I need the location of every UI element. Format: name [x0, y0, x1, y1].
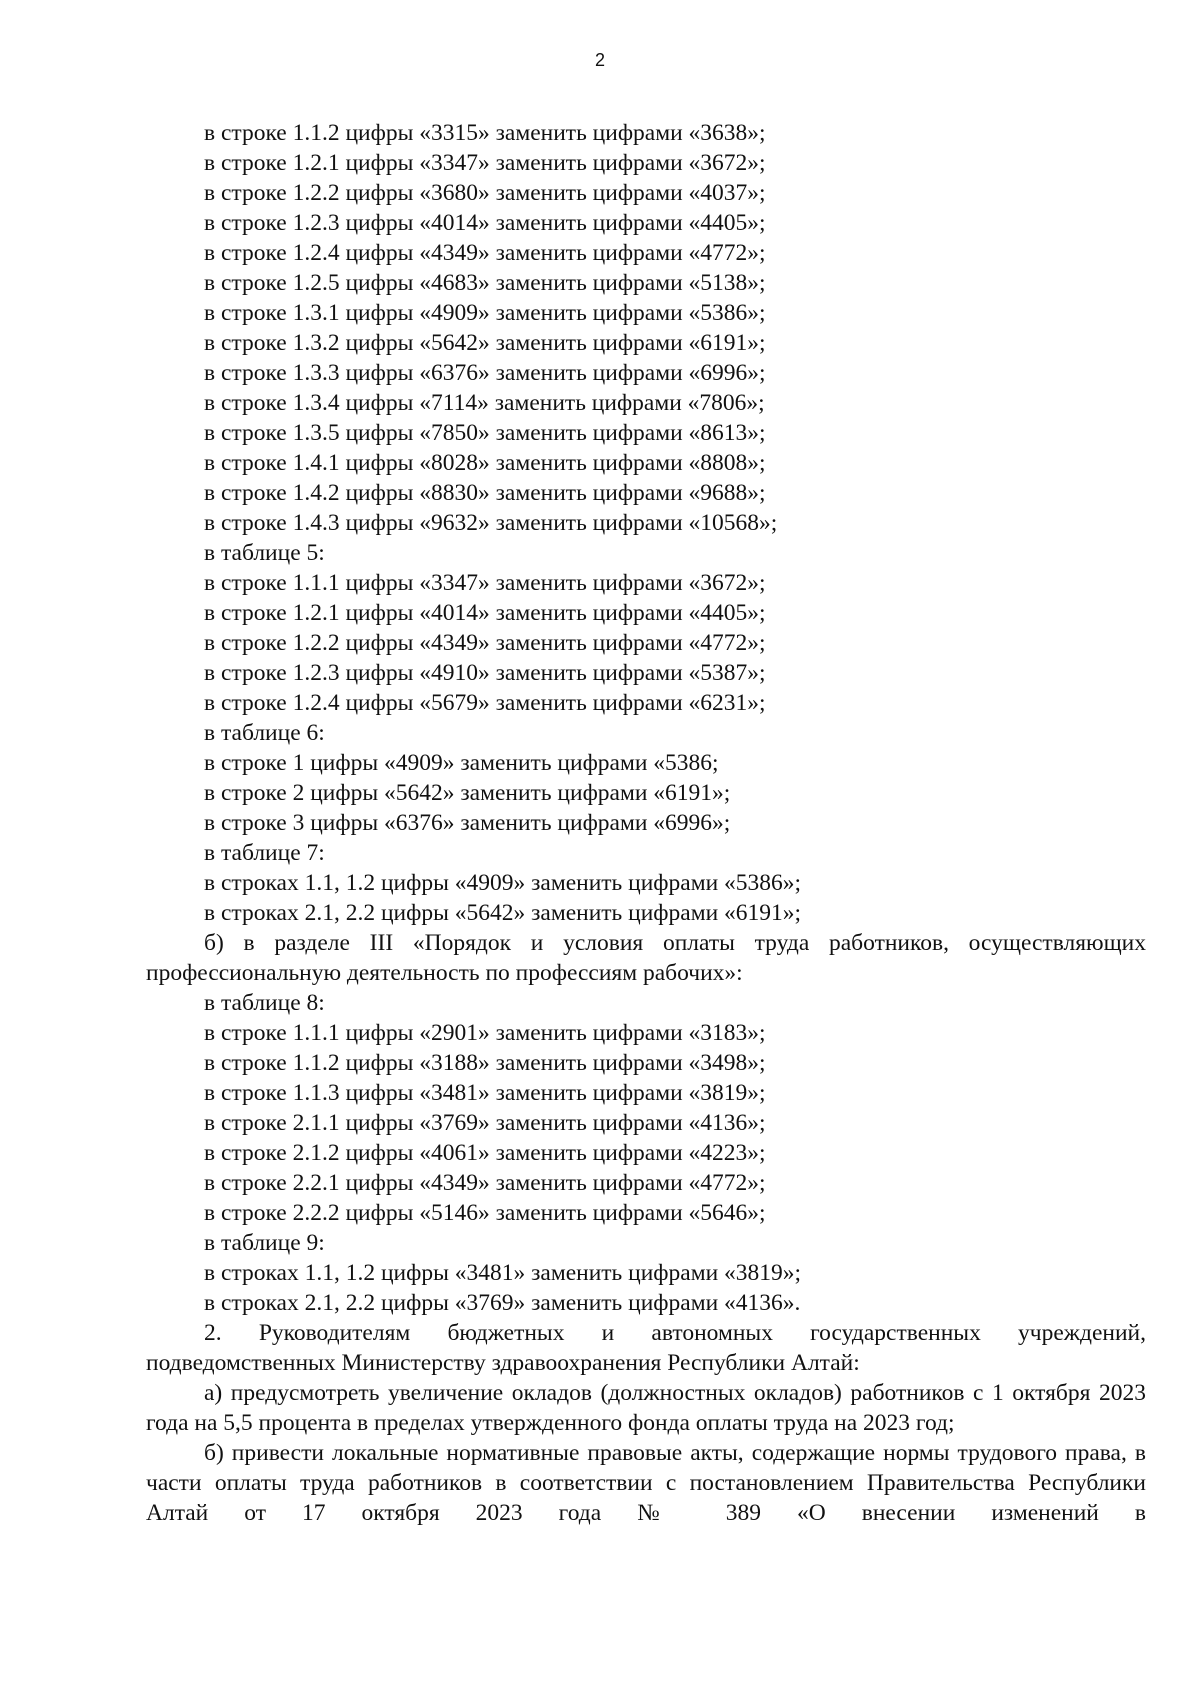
amendment-line: в строке 1.1.1 цифры «2901» заменить цифрами «3183»;	[204, 1020, 766, 1046]
amendment-line: в строке 1.3.2 цифры «5642» заменить цифрами «6191»;	[204, 330, 766, 356]
amendment-line: в строках 2.1, 2.2 цифры «5642» заменить цифрами «6191»;	[204, 900, 802, 926]
amendment-line: в строке 2.2.1 цифры «4349» заменить цифрами «4772»;	[204, 1170, 766, 1196]
amendment-line: в строке 1.1.3 цифры «3481» заменить цифрами «3819»;	[204, 1080, 766, 1106]
amendment-line: в строке 3 цифры «6376» заменить цифрами «6996»;	[204, 810, 731, 836]
amendment-line: в строках 2.1, 2.2 цифры «3769» заменить цифрами «4136».	[204, 1290, 801, 1316]
amendment-line: в строке 2.1.2 цифры «4061» заменить цифрами «4223»;	[204, 1140, 766, 1166]
amendment-line: в строках 1.1, 1.2 цифры «3481» заменить цифрами «3819»;	[204, 1260, 802, 1286]
amendment-list-a	[146, 118, 1146, 928]
amendment-line: в строке 1.2.1 цифры «4014» заменить цифрами «4405»;	[204, 600, 766, 626]
amendment-line: в строке 2.2.2 цифры «5146» заменить цифрами «5646»;	[204, 1200, 766, 1226]
amendment-line: в строке 1.3.1 цифры «4909» заменить цифрами «5386»;	[204, 300, 766, 326]
amendment-line: в строке 1.4.2 цифры «8830» заменить цифрами «9688»;	[204, 480, 766, 506]
amendment-line: в строке 1.2.4 цифры «5679» заменить цифрами «6231»;	[204, 690, 766, 716]
amendment-line: в строке 1.4.3 цифры «9632» заменить цифрами «10568»;	[204, 510, 778, 536]
amendment-line: в строке 1.2.1 цифры «3347» заменить цифрами «3672»;	[204, 150, 766, 176]
amendment-line: в строке 2.1.1 цифры «3769» заменить цифрами «4136»;	[204, 1110, 766, 1136]
amendment-line: в строке 1.1.2 цифры «3315» заменить цифрами «3638»;	[204, 120, 766, 146]
amendment-line: в строке 1.3.4 цифры «7114» заменить цифрами «7806»;	[204, 390, 765, 416]
amendment-line: в таблице 8:	[204, 990, 325, 1016]
paragraph-section-iii: б) в разделе III «Порядок и условия оплаты труда работников, осуществляющих профессиональную деятельность по профессиям рабочих»:	[146, 930, 1146, 986]
paragraph-2b: б) привести локальные нормативные правовые акты, содержащие нормы трудового права, в части оплаты труда работников в соответствии с постановлением Правительства Республики Алтай от 17 октября 2023 года № 389 «О внесении изменений в	[146, 1440, 1146, 1526]
amendment-line: в строке 1 цифры «4909» заменить цифрами «5386;	[204, 750, 719, 776]
amendment-line: в таблице 7:	[204, 840, 325, 866]
amendment-line: в строке 1.2.2 цифры «4349» заменить цифрами «4772»;	[204, 630, 766, 656]
amendment-line: в таблице 9:	[204, 1230, 325, 1256]
paragraph-2: 2. Руководителям бюджетных и автономных государственных учреждений, подведомственных Министерству здравоохранения Республики Алтай:	[146, 1320, 1146, 1376]
amendment-line: в строке 1.1.1 цифры «3347» заменить цифрами «3672»;	[204, 570, 766, 596]
amendment-line: в строке 1.3.5 цифры «7850» заменить цифрами «8613»;	[204, 420, 766, 446]
amendment-line: в строке 1.2.5 цифры «4683» заменить цифрами «5138»;	[204, 270, 766, 296]
amendment-list-b	[146, 988, 1146, 1318]
amendment-line: в таблице 5:	[204, 540, 325, 566]
document-body	[146, 118, 1146, 1528]
amendment-line: в строке 1.4.1 цифры «8028» заменить цифрами «8808»;	[204, 450, 766, 476]
amendment-line: в строке 1.1.2 цифры «3188» заменить цифрами «3498»;	[204, 1050, 766, 1076]
amendment-line: в строке 2 цифры «5642» заменить цифрами «6191»;	[204, 780, 731, 806]
amendment-line: в строке 1.2.3 цифры «4910» заменить цифрами «5387»;	[204, 660, 766, 686]
page-number: 2	[594, 50, 605, 70]
amendment-line: в строке 1.2.4 цифры «4349» заменить цифрами «4772»;	[204, 240, 766, 266]
amendment-line: в строке 1.3.3 цифры «6376» заменить цифрами «6996»;	[204, 360, 766, 386]
paragraph-2a: а) предусмотреть увеличение окладов (должностных окладов) работников с 1 октября 2023 года на 5,5 процента в пределах утвержденного фонда оплаты труда на 2023 год;	[146, 1380, 1146, 1436]
amendment-line: в строке 1.2.3 цифры «4014» заменить цифрами «4405»;	[204, 210, 766, 236]
amendment-line: в строке 1.2.2 цифры «3680» заменить цифрами «4037»;	[204, 180, 766, 206]
amendment-line: в строках 1.1, 1.2 цифры «4909» заменить цифрами «5386»;	[204, 870, 802, 896]
amendment-line: в таблице 6:	[204, 720, 325, 746]
